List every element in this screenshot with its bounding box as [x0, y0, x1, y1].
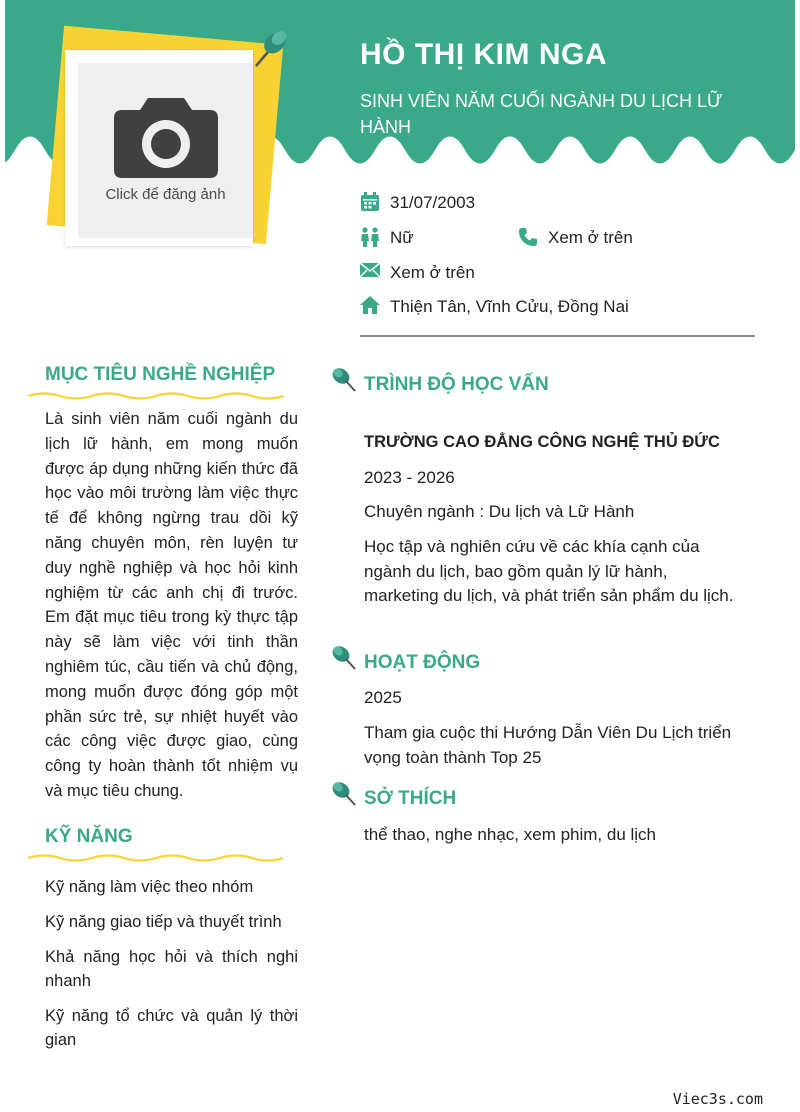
candidate-title: SINH VIÊN NĂM CUỐI NGÀNH DU LỊCH LỮ HÀNH — [360, 91, 723, 137]
education-title: TRÌNH ĐỘ HỌC VẤN — [364, 374, 549, 395]
activity-year: 2025 — [364, 688, 402, 707]
education-period: 2023 - 2026 — [364, 468, 455, 487]
envelope-icon — [360, 262, 382, 284]
skill-item: Kỹ năng làm việc theo nhóm — [45, 878, 254, 896]
calendar-icon — [360, 192, 382, 214]
hobbies-text: thể thao, nghe nhạc, xem phim, du lịch — [364, 825, 657, 844]
photo-upload[interactable] — [78, 63, 253, 238]
phone-value: Xem ở trên — [548, 228, 633, 247]
phone-row — [518, 227, 633, 249]
birthdate-row — [360, 192, 475, 214]
gender-row — [360, 227, 414, 249]
education-major: Chuyên ngành : Du lịch và Lữ Hành — [364, 502, 635, 521]
skills-title: KỸ NĂNG — [45, 826, 133, 847]
address-value: Thiện Tân, Vĩnh Cửu, Đồng Nai — [390, 297, 629, 316]
objective-title: MỤC TIÊU NGHỀ NGHIỆP — [45, 364, 276, 385]
candidate-name: HỒ THỊ KIM NGA — [360, 38, 607, 71]
gender-icon — [360, 227, 382, 249]
hobbies-pin-icon — [330, 779, 356, 807]
camera-icon — [114, 98, 218, 178]
birthdate-value: 31/07/2003 — [390, 193, 476, 212]
footer-brand: Viec3s.com — [672, 1090, 763, 1108]
skills-underline — [28, 852, 283, 864]
education-description: Học tập và nghiên cứu về các khía cạnh của ngành du lịch, bao gồm quản lý lữ hành, marketing du lịch, và phát triển sản phẩm du lịch. — [364, 537, 734, 605]
gender-value: Nữ — [390, 228, 414, 247]
activity-description: Tham gia cuộc thi Hướng Dẫn Viên Du Lịch triển vọng toàn thành Top 25 — [364, 723, 732, 767]
skill-item: Khả năng học hỏi và thích nghi nhanh — [45, 948, 298, 990]
activities-title: HOẠT ĐỘNG — [364, 652, 481, 673]
hobbies-title: SỞ THÍCH — [364, 788, 457, 809]
objective-text: Là sinh viên năm cuối ngành du lịch lữ hành, em mong muốn được áp dụng những kiến thức đã học vào môi trường làm việc thực tế để không ngừng trau dồi kỹ năng chuyên môn, rèn luyện tư duy nghề nghiệp và học hỏi kinh nghiệm từ các anh chị đi trước. Em đặt mục tiêu trong kỳ thực tập này sẽ làm việc với tinh thần nghiêm túc, cầu tiến và chủ động, mong muốn được đóng góp một phần sức trẻ, sự nhiệt huyết vào các công việc được giao, cùng công ty hoàn thành tốt nhiệm vụ và mục tiêu chung. — [45, 410, 298, 800]
skill-item: Kỹ năng tổ chức và quản lý thời gian — [45, 1007, 298, 1049]
home-icon — [360, 296, 382, 318]
header-divider — [360, 335, 755, 337]
pushpin-icon — [250, 26, 290, 70]
address-row — [360, 296, 629, 318]
email-value: Xem ở trên — [390, 263, 475, 282]
objective-underline — [28, 390, 283, 402]
email-row — [360, 262, 475, 284]
phone-icon — [518, 227, 540, 249]
skill-item: Kỹ năng giao tiếp và thuyết trình — [45, 913, 282, 931]
activities-pin-icon — [330, 643, 356, 671]
education-pin-icon — [330, 365, 356, 393]
school-name: TRƯỜNG CAO ĐẲNG CÔNG NGHỆ THỦ ĐỨC — [364, 433, 720, 451]
photo-caption: Click để đăng ảnh — [105, 186, 226, 203]
